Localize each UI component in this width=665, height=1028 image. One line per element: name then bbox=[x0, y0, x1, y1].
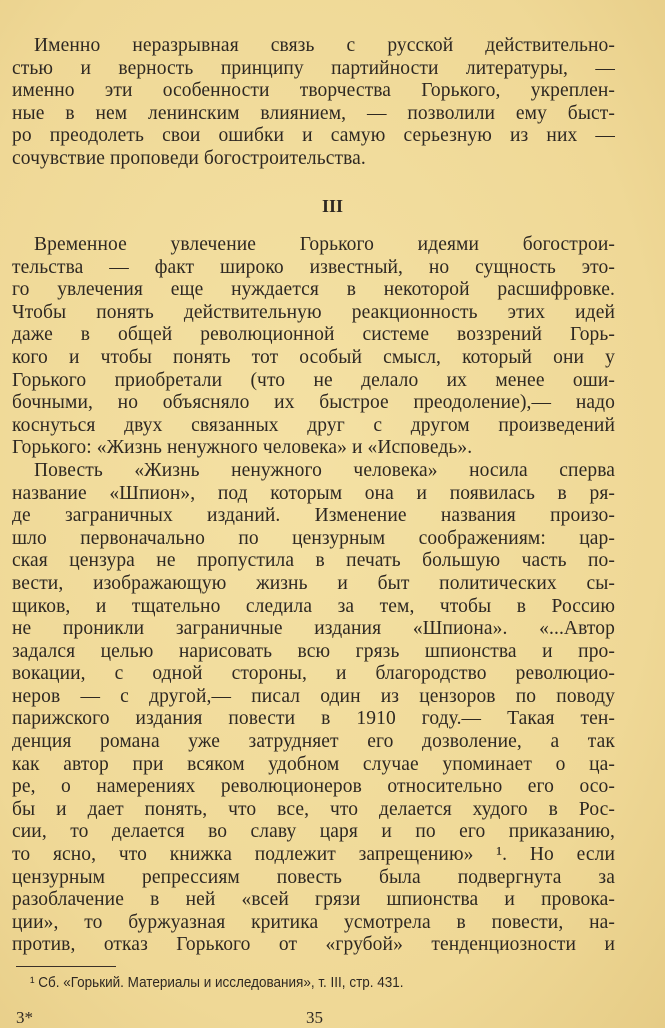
paragraph-2 bbox=[12, 234, 615, 957]
text-line: против, отказ Горького от «грубой» тенденциозности и bbox=[12, 934, 615, 956]
text-line: ции», то буржуазная критика усмотрела в повести, на- bbox=[12, 911, 615, 933]
text-line: как автор при всяком удобном случае упоминает о ца- bbox=[12, 753, 615, 775]
text-line: щиков, и тщательно следила за тем, чтобы в Россию bbox=[12, 595, 615, 617]
text-line: сии, то делается во славу царя и по его приказанию, bbox=[12, 821, 615, 843]
text-line: вокации, с одной стороны, и благородство революцио- bbox=[12, 663, 615, 685]
text-line: стью и верность принципу партийности литературы, — bbox=[12, 57, 615, 79]
text-line: название «Шпион», под которым она и появилась в ря- bbox=[12, 482, 615, 504]
text-line: тельства — факт широко известный, но сущность это- bbox=[12, 256, 615, 278]
text-line: даже в общей революционной системе воззрений Горь- bbox=[12, 324, 615, 346]
text-line: де заграничных изданий. Изменение названия произо- bbox=[12, 505, 615, 527]
footnote-divider bbox=[16, 966, 116, 967]
section-heading: III bbox=[321, 196, 343, 216]
text-line: не проникли заграничные издания «Шпиона». «...Автор bbox=[12, 618, 615, 640]
text-line: кого и чтобы понять тот особый смысл, который они у bbox=[12, 346, 615, 368]
text-line: коснуться двух связанных друг с другом произведений bbox=[12, 414, 615, 436]
text-line: Горького: «Жизнь ненужного человека» и «Исповедь». bbox=[12, 437, 473, 459]
text-line: Чтобы понять действительную реакционность этих идей bbox=[12, 301, 615, 323]
text-line: задался целью нарисовать всю грязь шпионства и про- bbox=[12, 640, 615, 662]
text-line: ская цензура не пропустила в печать большую часть по- bbox=[12, 550, 615, 572]
text-line: денция романа уже затрудняет его дозволение, а так bbox=[12, 731, 615, 753]
text-line: ные в нем ленинским влиянием, — позволили ему быст- bbox=[12, 102, 615, 124]
signature-mark: 3* bbox=[16, 1008, 33, 1027]
text-line: го увлечения еще нуждается в некоторой расшифровке. bbox=[12, 279, 615, 301]
text-line: неров — с другой,— писал один из цензоров по поводу bbox=[12, 685, 615, 707]
text-line: то ясно, что книжка подлежит запрещению» ¹. Но если bbox=[12, 844, 615, 866]
text-line: парижского издания повести в 1910 году.— Такая тен- bbox=[12, 708, 615, 730]
text-line: Повесть «Жизнь ненужного человека» носила сперва bbox=[34, 459, 615, 481]
text-line: цензурным репрессиям повесть была подвергнута за bbox=[12, 866, 615, 888]
page-number: 35 bbox=[306, 1008, 323, 1027]
text-line: сочувствие проповеди богостроительства. bbox=[12, 147, 366, 169]
text-line: бы и дает понять, что все, что делается худого в Рос- bbox=[12, 798, 615, 820]
text-line: шло первоначально по цензурным соображениям: цар- bbox=[12, 527, 615, 549]
text-line: разоблачение в ней «всей грязи шпионства и провока- bbox=[12, 889, 615, 911]
text-line: именно эти особенности творчества Горького, укреплен- bbox=[12, 80, 615, 102]
text-line: вести, изображающую жизнь и быт политических сы- bbox=[12, 572, 615, 594]
text-line: Именно неразрывная связь с русской действительно- bbox=[34, 35, 615, 56]
text-line: ро преодолеть свои ошибки и самую серьезную из них — bbox=[12, 125, 615, 147]
paragraph-1 bbox=[12, 35, 615, 171]
text-line: ре, о намерениях революционеров относительно его осо- bbox=[12, 776, 615, 798]
footnote: ¹ Сб. «Горький. Материалы и исследования», т. III, стр. 431. bbox=[30, 974, 404, 991]
text-line: Горького приобретали (что не делало их менее оши- bbox=[12, 369, 615, 391]
text-line: бочными, но объясняло их быстрое преодоление),— надо bbox=[12, 392, 615, 414]
text-line: Временное увлечение Горького идеями богострои- bbox=[34, 234, 615, 255]
